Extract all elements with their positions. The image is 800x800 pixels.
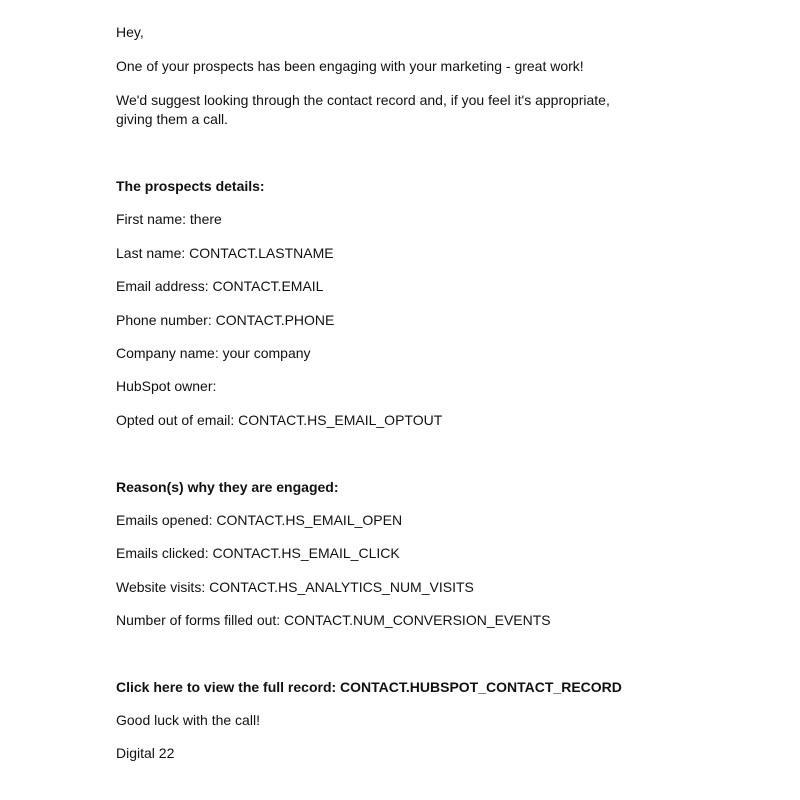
detail-last-name: Last name: CONTACT.LASTNAME: [116, 245, 334, 261]
reason-emails-clicked: Emails clicked: CONTACT.HS_EMAIL_CLICK: [116, 545, 400, 561]
view-record-link[interactable]: Click here to view the full record: CONTACT.HUBSPOT_CONTACT_RECORD: [116, 679, 622, 695]
suggestion-paragraph: We'd suggest looking through the contact record and, if you feel it's appropriate, giving them a call.: [116, 92, 610, 127]
detail-opted-out: Opted out of email: CONTACT.HS_EMAIL_OPTOUT: [116, 412, 443, 428]
detail-owner: HubSpot owner:: [116, 378, 217, 394]
reason-emails-opened: Emails opened: CONTACT.HS_EMAIL_OPEN: [116, 512, 403, 528]
detail-first-name: First name: there: [116, 211, 222, 227]
signature: Digital 22: [116, 745, 175, 761]
reason-website-visits: Website visits: CONTACT.HS_ANALYTICS_NUM_VISITS: [116, 579, 474, 595]
detail-company: Company name: your company: [116, 345, 311, 361]
reason-forms-filled: Number of forms filled out: CONTACT.NUM_CONVERSION_EVENTS: [116, 612, 551, 628]
greeting: Hey,: [116, 24, 144, 40]
reasons-heading: Reason(s) why they are engaged:: [116, 479, 339, 495]
detail-email: Email address: CONTACT.EMAIL: [116, 278, 324, 294]
closing-line: Good luck with the call!: [116, 712, 260, 728]
details-heading: The prospects details:: [116, 178, 265, 194]
intro-paragraph: One of your prospects has been engaging with your marketing - great work!: [116, 58, 584, 74]
detail-phone: Phone number: CONTACT.PHONE: [116, 312, 335, 328]
